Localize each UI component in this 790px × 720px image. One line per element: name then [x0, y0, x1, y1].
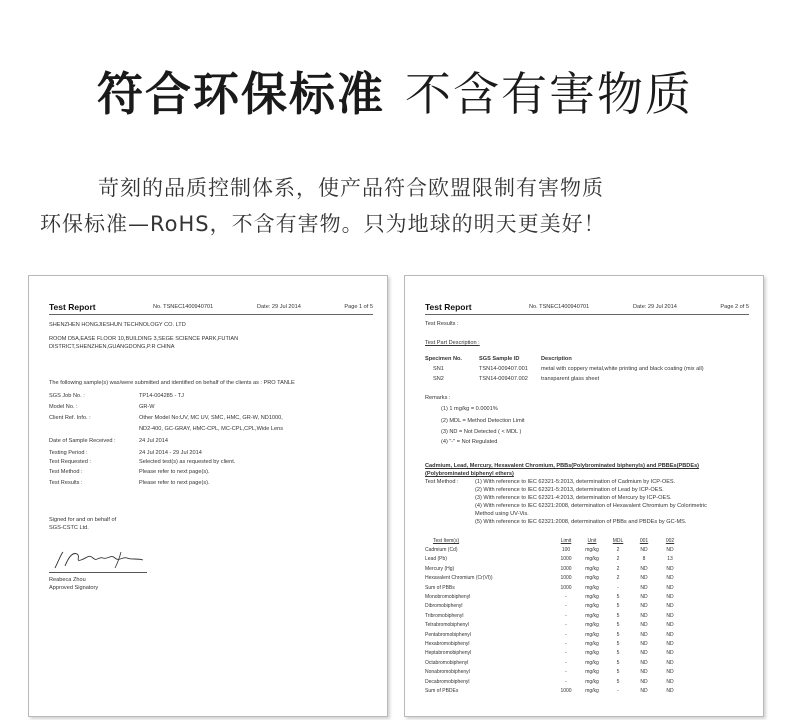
spec-no: SN2	[433, 376, 444, 382]
value-cell: ND	[640, 640, 648, 647]
value-cell: mg/kg	[585, 631, 599, 638]
value-cell: 2	[616, 565, 620, 572]
table-row	[425, 574, 683, 583]
results-body	[425, 545, 683, 695]
value-cell: ND	[666, 669, 674, 676]
value-cell: 100	[561, 547, 571, 554]
field-value: Please refer to next page(s).	[139, 480, 210, 486]
value-cell: 1000	[560, 584, 572, 591]
value-cell: mg/kg	[585, 547, 599, 554]
results-header-row	[425, 536, 683, 545]
report-title: Test Report	[49, 302, 96, 312]
value-cell: ND	[640, 565, 648, 572]
field-key: Client Ref. Info. :	[49, 415, 91, 421]
value-cell: -	[565, 640, 567, 647]
report-page: Page 2 of 5	[720, 304, 749, 310]
specimen-row	[425, 376, 599, 382]
section-title-line2: (Polybrominated biphenyl ethers)	[425, 471, 514, 477]
value-cell: ND	[666, 631, 674, 638]
value-cell: ND	[640, 669, 648, 676]
table-row	[425, 621, 683, 630]
table-row	[425, 677, 683, 686]
value-cell: 2	[616, 575, 620, 582]
headline-part2: 不含有害物质	[405, 67, 693, 121]
value-cell: ND	[640, 659, 648, 666]
test-item-cell: Tetrabromobiphenyl	[425, 622, 469, 629]
field-value: Please refer to next page(s).	[139, 469, 210, 475]
value-cell: 1000	[560, 575, 572, 582]
table-row	[425, 583, 683, 592]
results-label: Test Results :	[425, 321, 459, 327]
field-value: TP14-004285 - TJ	[139, 393, 184, 399]
table-row	[425, 667, 683, 676]
col-limit: Limit	[560, 537, 572, 544]
value-cell: 1000	[560, 556, 572, 563]
signed-line2: SGS-CSTC Ltd.	[49, 525, 89, 531]
value-cell: -	[565, 594, 567, 601]
value-cell: ND	[666, 547, 674, 554]
value-cell: mg/kg	[585, 565, 599, 572]
test-item-cell: Heptabromobiphenyl	[425, 650, 472, 657]
spec-no: SN1	[433, 366, 444, 372]
field-row	[49, 393, 184, 399]
value-cell: -	[565, 603, 567, 610]
value-cell: ND	[640, 603, 648, 610]
table-row	[425, 602, 683, 611]
value-cell: -	[617, 584, 619, 591]
value-cell: -	[565, 650, 567, 657]
col-001: 001	[639, 537, 649, 544]
value-cell: ND	[666, 565, 674, 572]
value-cell: 1000	[560, 565, 572, 572]
value-cell: ND	[640, 594, 648, 601]
test-item-cell: Sum of PBDEs	[425, 687, 459, 694]
remark-item: (4) "-" = Not Regulated	[441, 439, 498, 445]
part-description-label: Test Part Description :	[425, 340, 480, 346]
spec-col-desc: Description	[541, 356, 572, 362]
spec-id: TSN14-009407.001	[479, 366, 528, 372]
field-row	[49, 426, 283, 432]
value-cell: mg/kg	[585, 678, 599, 685]
value-cell: 5	[616, 612, 620, 619]
field-value: GR-W	[139, 404, 155, 410]
value-cell: ND	[666, 659, 674, 666]
table-row	[425, 611, 683, 620]
table-row	[425, 686, 683, 695]
report-number: No. TSNEC1400940701	[153, 304, 214, 310]
field-value: Selected test(s) as requested by client.	[139, 459, 236, 465]
method-label: Test Method :	[425, 479, 459, 485]
value-cell: 2	[616, 556, 620, 563]
field-row	[49, 415, 283, 421]
value-cell: mg/kg	[585, 659, 599, 666]
address-line2: DISTRICT,SHENZHEN,GUANGDONG,P.R CHINA	[49, 344, 175, 350]
company-name: SHENZHEN HONGJIESHUN TECHNOLOGY CO. LTD	[49, 322, 186, 328]
signer-title: Approved Signatory	[49, 585, 99, 591]
value-cell: mg/kg	[585, 584, 599, 591]
value-cell: ND	[666, 575, 674, 582]
test-item-cell: Dibromobiphenyl	[425, 603, 463, 610]
remark-item: (2) MDL = Method Detection Limit	[441, 418, 525, 424]
test-item-cell: Tribromobiphenyl	[425, 612, 464, 619]
intro-line2: 环保标准—RoHS，不含有害物。只为地球的明天更美好！	[40, 212, 606, 236]
value-cell: 5	[616, 659, 620, 666]
value-cell: ND	[640, 650, 648, 657]
value-cell: ND	[666, 640, 674, 647]
test-report-page-1	[28, 275, 388, 717]
value-cell: 5	[616, 631, 620, 638]
address-line1: ROOM D5A,EASE FLOOR 10,BUILDING 3,SEGE SCIENCE PARK,FUTIAN	[49, 336, 239, 342]
field-value: 24 Jul 2014 - 29 Jul 2014	[139, 450, 202, 456]
value-cell: 8	[642, 556, 646, 563]
test-item-cell: Lead (Pb)	[425, 556, 447, 563]
table-row	[425, 545, 683, 554]
value-cell: -	[565, 669, 567, 676]
value-cell: 5	[616, 640, 620, 647]
section-title-line1: Cadmium, Lead, Mercury, Hexavalent Chromium, PBBs(Polybrominated biphenyls) and PBBEs(PBDEs)	[425, 463, 700, 469]
field-row	[49, 469, 210, 475]
signer-name: Reabeca Zhou	[49, 577, 86, 583]
field-row	[49, 480, 210, 486]
specimen-header	[425, 356, 572, 362]
value-cell: ND	[640, 687, 648, 694]
value-cell: 5	[616, 678, 620, 685]
value-cell: 5	[616, 622, 620, 629]
spec-desc: metal with coppery metal,white printing and black coating (mix all)	[541, 366, 704, 372]
header-rule	[425, 314, 749, 315]
field-key: Test Method :	[49, 469, 83, 475]
value-cell: 5	[616, 603, 620, 610]
report-date: Date: 29 Jul 2014	[257, 304, 301, 310]
field-row	[49, 438, 168, 444]
test-item-cell: Sum of PBBs	[425, 584, 455, 591]
field-key: Model No. :	[49, 404, 78, 410]
col-test-item: Test Item(s)	[433, 537, 460, 544]
test-item-cell: Octabromobiphenyl	[425, 659, 469, 666]
table-row	[425, 564, 683, 573]
test-item-cell: Monobromobiphenyl	[425, 594, 471, 601]
report-number: No. TSNEC1400940701	[529, 304, 590, 310]
value-cell: ND	[640, 631, 648, 638]
intro-line1: 苛刻的品质控制体系，使产品符合欧盟限制有害物质	[98, 176, 604, 200]
value-cell: mg/kg	[585, 594, 599, 601]
field-row	[49, 404, 155, 410]
signature-icon	[51, 546, 151, 572]
value-cell: ND	[666, 687, 674, 694]
table-row	[425, 630, 683, 639]
test-item-cell: Pentabromobiphenyl	[425, 631, 471, 638]
sample-statement: The following sample(s) was/were submitted and identified on behalf of the clients as : PRO TANLE	[49, 380, 295, 386]
table-row	[425, 639, 683, 648]
value-cell: ND	[640, 547, 648, 554]
field-row	[49, 450, 202, 456]
col-002: 002	[665, 537, 675, 544]
report-header	[49, 302, 373, 312]
test-item-cell: Mercury (Hg)	[425, 565, 455, 572]
signature-rule	[49, 572, 147, 573]
signed-line1: Signed for and on behalf of	[49, 517, 117, 523]
value-cell: ND	[666, 612, 674, 619]
specimen-row	[425, 366, 704, 372]
value-cell: mg/kg	[585, 603, 599, 610]
value-cell: ND	[666, 584, 674, 591]
field-key: Date of Sample Received :	[49, 438, 116, 444]
value-cell: -	[565, 622, 567, 629]
method-item: (1) With reference to IEC 62321-5:2013, determination of Cadmium by ICP-OES.	[475, 479, 676, 485]
header-rule	[49, 314, 373, 315]
spec-col-id: SGS Sample ID	[479, 356, 520, 362]
value-cell: ND	[640, 612, 648, 619]
value-cell: ND	[640, 575, 648, 582]
remark-item: (1) 1 mg/kg = 0.0001%	[441, 406, 498, 412]
value-cell: mg/kg	[585, 575, 599, 582]
col-unit: Unit	[587, 537, 597, 544]
method-item: (2) With reference to IEC 62321-5:2013, determination of Lead by ICP-OES.	[475, 487, 664, 493]
value-cell: ND	[666, 650, 674, 657]
field-value: 24 Jul 2014	[139, 438, 168, 444]
value-cell: mg/kg	[585, 687, 599, 694]
method-item: (4) With reference to IEC 62321:2008, determination of Hexavalent Chromium by Colorimetric	[475, 503, 707, 509]
value-cell: -	[565, 678, 567, 685]
value-cell: mg/kg	[585, 612, 599, 619]
test-report-page-2	[404, 275, 764, 717]
value-cell: mg/kg	[585, 640, 599, 647]
report-page: Page 1 of 5	[344, 304, 373, 310]
value-cell: 5	[616, 669, 620, 676]
value-cell: ND	[666, 594, 674, 601]
value-cell: ND	[640, 584, 648, 591]
remarks-label: Remarks :	[425, 395, 451, 401]
field-key: Testing Period :	[49, 450, 88, 456]
value-cell: 2	[616, 547, 620, 554]
intro-paragraph	[40, 170, 750, 242]
field-row	[49, 459, 235, 465]
field-key: Test Results :	[49, 480, 83, 486]
col-mdl: MDL	[612, 537, 624, 544]
spec-desc: transparent glass sheet	[541, 376, 600, 382]
field-key: Test Requested :	[49, 459, 91, 465]
method-item: Method using UV-Vis.	[475, 511, 529, 517]
report-title: Test Report	[425, 302, 472, 312]
value-cell: mg/kg	[585, 622, 599, 629]
value-cell: 13	[667, 556, 673, 563]
value-cell: mg/kg	[585, 556, 599, 563]
test-item-cell: Nonabromobiphenyl	[425, 669, 470, 676]
value-cell: 5	[616, 594, 620, 601]
value-cell: ND	[640, 678, 648, 685]
field-key: SGS Job No. :	[49, 393, 85, 399]
value-cell: mg/kg	[585, 650, 599, 657]
headline	[0, 58, 790, 124]
headline-part1: 符合环保标准	[97, 67, 385, 121]
field-value: Other Model No:UV, MC UV, SMC, HMC, GR-W, ND1000,	[139, 415, 283, 421]
remark-item: (3) ND = Not Detected ( < MDL )	[441, 429, 522, 435]
test-item-cell: Decabromobiphenyl	[425, 678, 470, 685]
value-cell: 1000	[560, 687, 572, 694]
value-cell: -	[565, 631, 567, 638]
test-item-cell: Hexabromobiphenyl	[425, 640, 470, 647]
value-cell: mg/kg	[585, 669, 599, 676]
field-value: ND2-400, GC-GRAY, HMC-CPL, MC-CPL,CPL,Wide Lens	[139, 426, 284, 432]
spec-col-no: Specimen No.	[425, 356, 462, 362]
value-cell: ND	[666, 603, 674, 610]
method-item: (3) With reference to IEC 62321-4:2013, determination of Mercury by ICP-OES.	[475, 495, 672, 501]
method-item: (5) With reference to IEC 62321:2008, determination of PBBs and PBDEs by GC-MS.	[475, 519, 687, 525]
test-item-cell: Cadmium (Cd)	[425, 547, 458, 554]
value-cell: ND	[640, 622, 648, 629]
table-row	[425, 649, 683, 658]
value-cell: -	[565, 659, 567, 666]
report-date: Date: 29 Jul 2014	[633, 304, 677, 310]
table-row	[425, 658, 683, 667]
table-row	[425, 555, 683, 564]
results-table	[425, 536, 683, 696]
value-cell: ND	[666, 622, 674, 629]
value-cell: -	[617, 687, 619, 694]
spec-id: TSN14-009407.002	[479, 376, 528, 382]
value-cell: -	[565, 612, 567, 619]
value-cell: 5	[616, 650, 620, 657]
table-row	[425, 592, 683, 601]
value-cell: ND	[666, 678, 674, 685]
test-item-cell: Hexavalent Chromium (Cr(VI))	[425, 575, 493, 582]
report-header	[425, 302, 749, 312]
